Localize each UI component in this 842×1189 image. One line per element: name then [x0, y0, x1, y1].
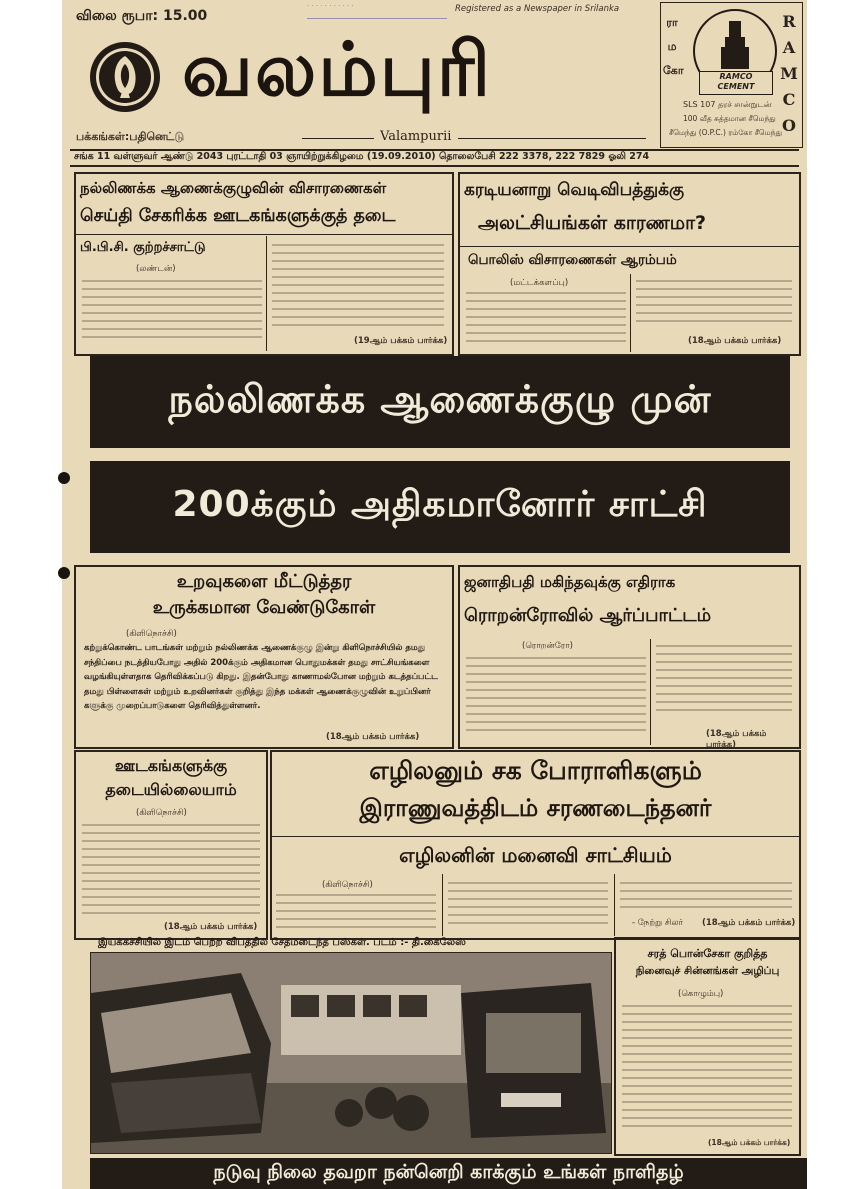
ad-logo-text: RAMCO CEMENT	[699, 71, 773, 95]
story3-body: கற்றுக்கொண்ட பாடங்கள் மற்றும் நல்லிணக்க ஆணைக்குழு இன்று கிளிநொச்சியில் தமது சந்திப்பை நடத்தியபோது அதில் 200க்கும் அதிகமான பொதுமக்கள் தமது சாட்சியங்களை வழங்கியுள்ளதாக தெரிவிக்கப்படு கிறது. இதன்போது காணாமல்போன மற்றும் கடத்தப்பட்ட தமது பிள்ளைகள் மற்றும் உறவினர்கள் குறித்து இந்த மக்கள் ஆணைக்குழுவின் உறுப்பினர் களுக்கு முறைப்பாடுகளை தெரிவித்துள்ளனர்.	[84, 643, 438, 711]
title-rule-right	[458, 138, 646, 139]
story1-headline-2: செய்தி சேகரிக்க ஊடகங்களுக்குத் தடை	[80, 206, 396, 226]
story1-jump[interactable]: (19ஆம் பக்கம் பார்க்க)	[354, 336, 448, 346]
story1-body-left	[82, 274, 262, 344]
photo-illustration	[91, 953, 611, 1153]
handwritten-stamp: · · · · · · · · · · ·	[307, 2, 447, 19]
ramco-cement-ad[interactable]	[660, 2, 803, 148]
story6-column-rule-1	[442, 874, 443, 936]
pages-count: பக்கங்கள்:பதினெட்டு	[76, 130, 185, 143]
story6-dateline: (கிளிநொச்சி)	[322, 880, 373, 890]
story2-body-right	[636, 274, 792, 330]
story3-jump[interactable]: (18ஆம் பக்கம் பார்க்க)	[326, 732, 420, 742]
story5-body	[82, 818, 260, 922]
story5-dateline: (கிளிநொச்சி)	[136, 808, 187, 818]
story5-headline-2: தடையில்லையாம்	[105, 780, 237, 799]
ad-brand-vertical: R A M C O	[780, 12, 798, 135]
ad-line-3: சீமெந்து (O.P.C.) ரம்கோ சீமெந்து	[669, 128, 782, 137]
story6-body-col-3	[620, 876, 792, 912]
newspaper-page	[62, 0, 807, 1189]
story6-body-col-2	[448, 876, 608, 932]
lead-headline-line-2[interactable]: 200க்கும் அதிகமானோர் சாட்சி	[90, 461, 790, 553]
ad-line-1: SLS 107 தரச் சான்றுடன்	[683, 100, 772, 109]
price: விலை ரூபா: 15.00	[76, 8, 208, 24]
story2-dateline: (மட்டக்களப்பு)	[510, 278, 569, 288]
story7-body	[622, 999, 792, 1133]
story-fonseka-memorials[interactable]	[614, 937, 801, 1156]
story2-kicker: பொலிஸ் விசாரணைகள் ஆரம்பம்	[468, 252, 677, 268]
story7-dateline: (கொழும்பு)	[678, 989, 724, 999]
story4-body-left	[466, 651, 646, 741]
story1-dateline: (லண்டன்)	[136, 264, 176, 274]
story7-headline-2: நினைவுச் சின்னங்கள் அழிப்பு	[635, 965, 780, 977]
story6-headline-1: எழிலனும் சக போராளிகளும்	[369, 756, 702, 785]
story4-jump[interactable]: (18ஆம் பக்கம் பார்க்க)	[706, 729, 767, 750]
story2-headline-1: கரடியனாறு வெடிவிபத்துக்கு	[464, 180, 684, 200]
binding-hole-2	[58, 567, 70, 579]
story2-jump[interactable]: (18ஆம் பக்கம் பார்க்க)	[688, 336, 782, 346]
story6-headline-2: இராணுவத்திடம் சரணடைந்தனர்	[359, 794, 712, 822]
binding-hole-1	[58, 472, 70, 484]
story5-jump[interactable]: (18ஆம் பக்கம் பார்க்க)	[164, 922, 258, 932]
story2-headline-2: அலட்சியங்கள் காரணமா?	[478, 212, 707, 234]
story-karadiyanaru-blast[interactable]	[458, 172, 801, 356]
story4-headline-2: ரொறன்ரோவில் ஆர்ப்பாட்டம்	[464, 605, 712, 626]
conch-logo	[88, 40, 162, 114]
story3-headline-2: உருக்கமான வேண்டுகோள்	[152, 597, 376, 618]
ad-left-glyphs: ரா ம கோ	[663, 16, 684, 77]
bus-accident-photo	[90, 952, 612, 1154]
story2-body-left	[466, 286, 626, 346]
story-appeal[interactable]	[74, 565, 454, 749]
story-no-media-ban[interactable]	[74, 750, 268, 940]
story1-body-right	[272, 238, 444, 334]
lead-headline-line-1[interactable]: நல்லிணக்க ஆணைக்குழு முன்	[90, 356, 790, 448]
story4-body-right	[656, 639, 792, 723]
story-toronto-protest[interactable]	[458, 565, 801, 749]
story7-headline-1: சரத் பொன்சேகா குறித்த	[647, 947, 768, 960]
footer-motto: நடுவு நிலை தவறா நன்னெறி காக்கும் உங்கள் நாளிதழ்	[90, 1158, 807, 1189]
story1-kicker: பி.பி.சி. குற்றச்சாட்டு	[80, 240, 206, 255]
story1-headline-1: நல்லிணக்க ஆணைக்குழுவின் விசாரணைகள்	[80, 179, 387, 197]
story-media-ban[interactable]	[74, 172, 454, 356]
story6-body-col-1	[276, 888, 436, 932]
story4-column-rule	[650, 639, 651, 745]
story1-rule	[76, 234, 452, 235]
story4-dateline: (ரொறன்ரோ)	[522, 641, 573, 651]
story2-rule	[460, 246, 799, 247]
story1-column-rule	[266, 236, 267, 351]
story4-headline-1: ஜனாதிபதி மகிந்தவுக்கு எதிராக	[464, 573, 676, 591]
dateline: சங்க 11 வள்ளுவர் ஆண்டு 2043 புரட்டாதி 03 ஞாயிற்றுக்கிழமை (19.09.2010) தொலைபேசி 222 3378, 222 7829 ஓலி 274	[74, 151, 650, 162]
masthead-title-latin: Valampurii	[380, 129, 452, 144]
ad-line-2: 100 வீத சுத்தமான சீமெந்து	[683, 114, 776, 123]
registered-note: Registered as a Newspaper in Srilanka	[455, 4, 620, 14]
dateline-rule-bottom	[70, 165, 799, 167]
story2-column-rule	[630, 274, 631, 352]
story6-column-rule-2	[614, 874, 615, 936]
story6-kicker: எழிலனின் மனைவி சாட்சியம்	[272, 836, 799, 870]
story5-headline-1: ஊடகங்களுக்கு	[114, 756, 228, 775]
story6-credit: - நேற்று சிலர்	[632, 918, 684, 928]
masthead-title: வலம்புரி	[182, 27, 493, 113]
story-ezhilan-surrender[interactable]	[270, 750, 801, 940]
story3-dateline: (கிளிநொச்சி)	[126, 629, 177, 639]
photo-caption: இயக்கச்சியில் இடம் பெற்ற விபத்தில் சேதமடைந்த பஸ்கள். படம் :- தி.கைலேஸ்	[98, 937, 466, 948]
story3-headline-1: உறவுகளை மீட்டுத்தர	[176, 571, 352, 592]
story7-jump[interactable]: (18ஆம் பக்கம் பார்க்க)	[708, 1138, 791, 1147]
title-rule-left	[302, 138, 374, 139]
story6-jump[interactable]: (18ஆம் பக்கம் பார்க்க)	[702, 918, 796, 928]
